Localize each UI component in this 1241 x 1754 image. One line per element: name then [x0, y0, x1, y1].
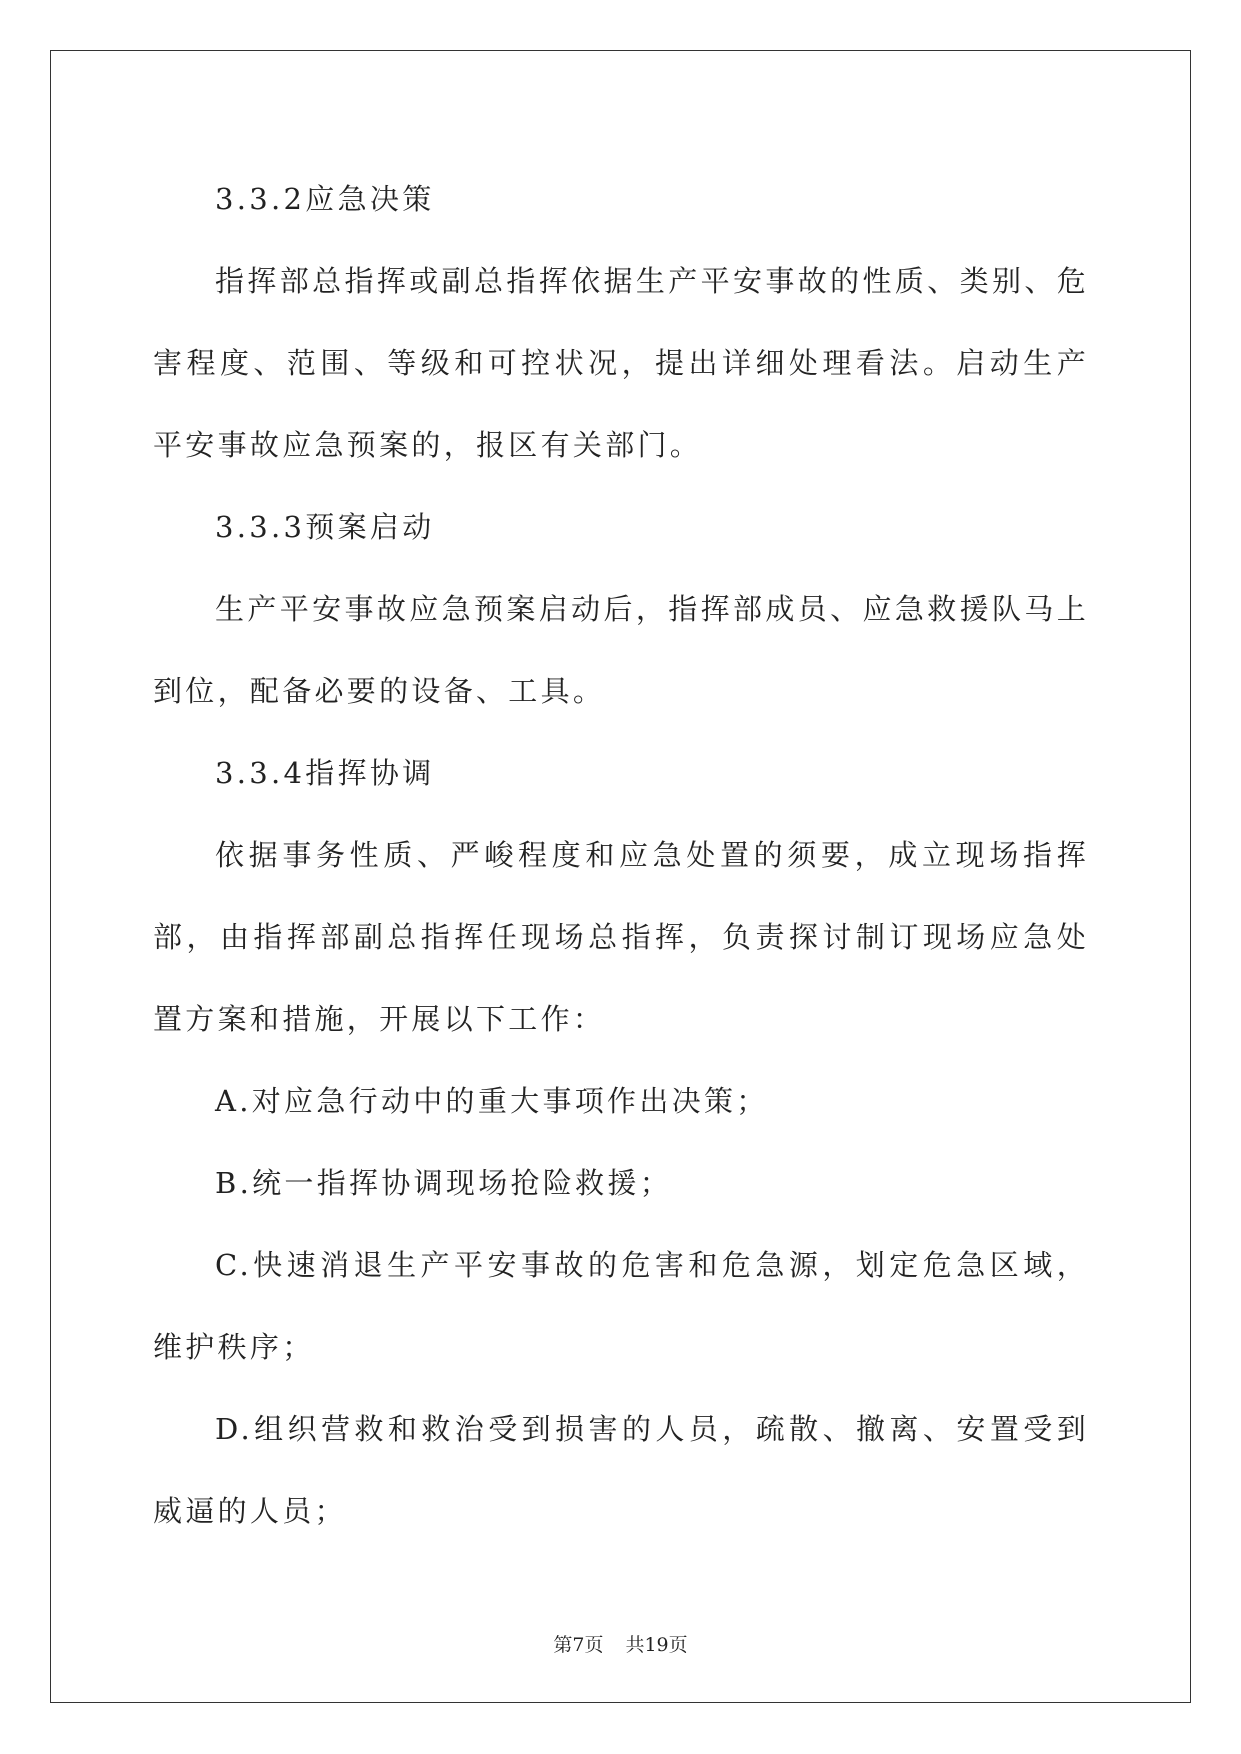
page-footer	[0, 1630, 1241, 1657]
section-heading-3-3-4: 3.3.4指挥协调	[215, 756, 435, 790]
paragraph-plan-activation: 生产平安事故应急预案启动后，指挥部成员、应急救援队马上到位，配备必要的设备、工具。	[153, 592, 1089, 708]
paragraph-command-coordination: 依据事务性质、严峻程度和应急处置的须要，成立现场指挥部，由指挥部副总指挥任现场总指挥，负责探讨制订现场应急处置方案和措施，开展以下工作：	[153, 838, 1089, 1036]
list-item-a: A.对应急行动中的重大事项作出决策；	[215, 1084, 769, 1118]
list-item-c: C.快速消退生产平安事故的危害和危急源，划定危急区域，维护秩序；	[153, 1248, 1089, 1364]
document-body	[153, 158, 1089, 1552]
section-heading-3-3-2: 3.3.2应急决策	[215, 182, 435, 216]
list-item-b: B.统一指挥协调现场抢险救援；	[215, 1166, 673, 1200]
section-heading-3-3-3: 3.3.3预案启动	[215, 510, 435, 544]
total-page-count: 共19页	[625, 1634, 688, 1656]
list-item-d: D.组织营救和救治受到损害的人员，疏散、撤离、安置受到威逼的人员；	[153, 1412, 1089, 1528]
paragraph-emergency-decision: 指挥部总指挥或副总指挥依据生产平安事故的性质、类别、危害程度、范围、等级和可控状况，提出详细处理看法。启动生产平安事故应急预案的，报区有关部门。	[153, 264, 1089, 462]
current-page-number: 第7页	[553, 1634, 604, 1656]
